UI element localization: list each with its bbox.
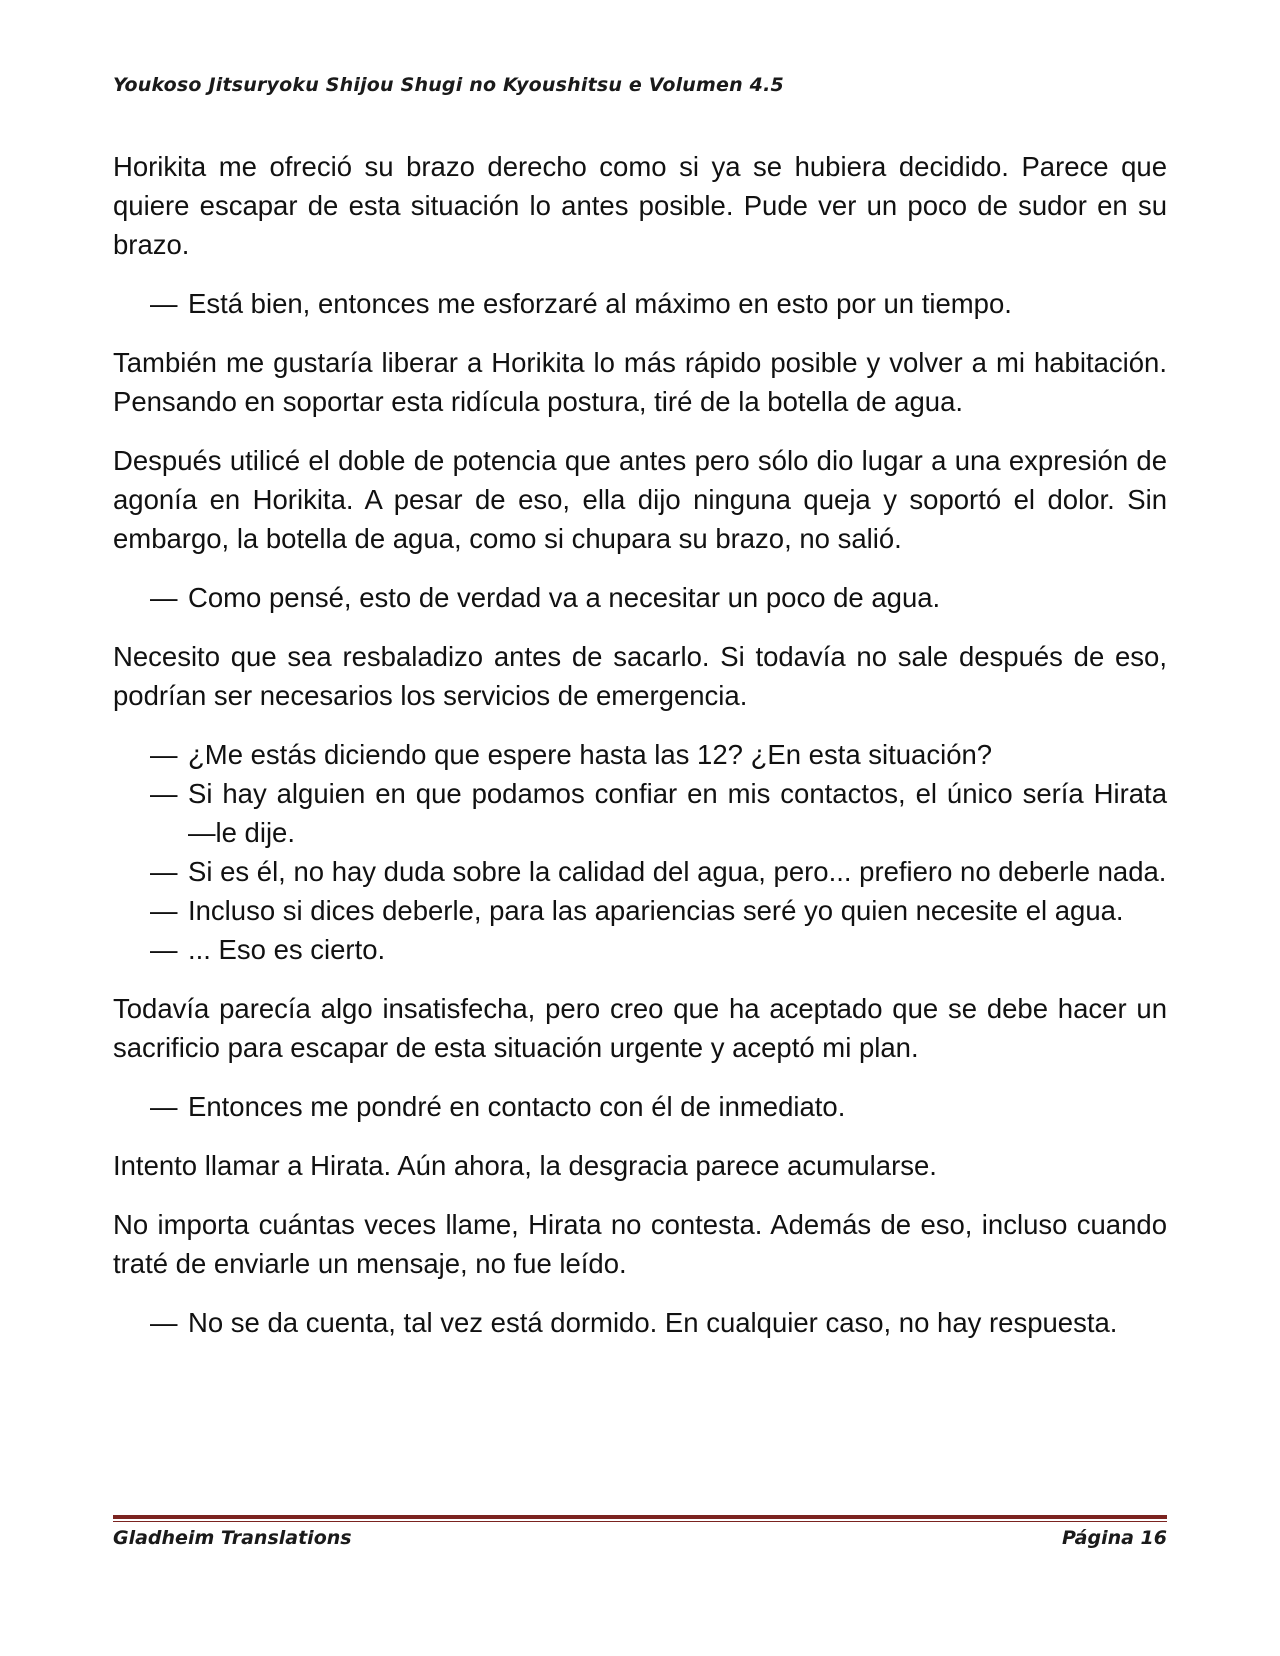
dialog-text: No se da cuenta, tal vez está dormido. En cualquier caso, no hay respuesta.: [188, 1307, 1118, 1338]
dialog-line: [113, 284, 1167, 323]
paragraph: También me gustaría liberar a Horikita lo más rápido posible y volver a mi habitación. Pensando en soportar esta ridícula postura, tiré de la botella de agua.: [113, 347, 1167, 417]
dialog-text: ¿Me estás diciendo que espere hasta las 12? ¿En esta situación?: [188, 739, 993, 770]
dialog-text: Incluso si dices deberle, para las apariencias seré yo quien necesite el agua.: [188, 895, 1124, 926]
dialog-text: Entonces me pondré en contacto con él de inmediato.: [188, 1091, 846, 1122]
dialog-dash: —: [150, 739, 178, 770]
page-body: [113, 147, 1167, 1362]
dialog-line: [113, 891, 1167, 930]
dialog-dash: —: [150, 582, 178, 613]
dialog-text: ... Eso es cierto.: [188, 934, 386, 965]
paragraph: Horikita me ofreció su brazo derecho como si ya se hubiera decidido. Parece que quiere escapar de esta situación lo antes posible. Pude ver un poco de sudor en su brazo.: [113, 151, 1167, 260]
dialog-text: Si hay alguien en que podamos confiar en mis contactos, el único sería Hirata —le dije.: [188, 778, 1167, 848]
dialog-dash: —: [150, 1091, 178, 1122]
dialog-block: [113, 735, 1167, 969]
dialog-dash: —: [150, 856, 178, 887]
paragraph: Todavía parecía algo insatisfecha, pero creo que ha aceptado que se debe hacer un sacrificio para escapar de esta situación urgente y aceptó mi plan.: [113, 993, 1167, 1063]
dialog-text: Está bien, entonces me esforzaré al máximo en esto por un tiempo.: [188, 288, 1012, 319]
paragraph: No importa cuántas veces llame, Hirata no contesta. Además de eso, incluso cuando traté de enviarle un mensaje, no fue leído.: [113, 1209, 1167, 1279]
dialog-dash: —: [150, 895, 178, 926]
dialog-line: [113, 1087, 1167, 1126]
dialog-line: [113, 774, 1167, 852]
dialog-text: Si es él, no hay duda sobre la calidad del agua, pero... prefiero no deberle nada.: [188, 856, 1167, 887]
paragraph: Necesito que sea resbaladizo antes de sacarlo. Si todavía no sale después de eso, podrían ser necesarios los servicios de emergencia.: [113, 641, 1167, 711]
dialog-line: [113, 578, 1167, 617]
running-header: Youkoso Jitsuryoku Shijou Shugi no Kyoushitsu e Volumen 4.5: [113, 74, 784, 96]
dialog-text: Como pensé, esto de verdad va a necesitar un poco de agua.: [188, 582, 941, 613]
paragraph: Después utilicé el doble de potencia que antes pero sólo dio lugar a una expresión de agonía en Horikita. A pesar de eso, ella dijo ninguna queja y soportó el dolor. Sin embargo, la botella de agua, como si chupara su brazo, no salió.: [113, 445, 1167, 554]
footer-divider: [113, 1515, 1167, 1523]
dialog-line: [113, 1303, 1167, 1342]
dialog-line: [113, 735, 1167, 774]
dialog-dash: —: [150, 1307, 178, 1338]
page-number: Página 16: [1061, 1527, 1167, 1549]
dialog-dash: —: [150, 288, 178, 319]
dialog-block: [113, 284, 1167, 323]
dialog-dash: —: [150, 778, 178, 809]
paragraph: Intento llamar a Hirata. Aún ahora, la desgracia parece acumularse.: [113, 1150, 937, 1181]
footer-divider-thin: [113, 1521, 1167, 1522]
dialog-line: [113, 852, 1167, 891]
dialog-block: [113, 578, 1167, 617]
dialog-line: [113, 930, 1167, 969]
dialog-block: [113, 1303, 1167, 1342]
dialog-dash: —: [150, 934, 178, 965]
dialog-block: [113, 1087, 1167, 1126]
footer-divider-thick: [113, 1515, 1167, 1519]
footer-credit: Gladheim Translations: [113, 1527, 352, 1549]
